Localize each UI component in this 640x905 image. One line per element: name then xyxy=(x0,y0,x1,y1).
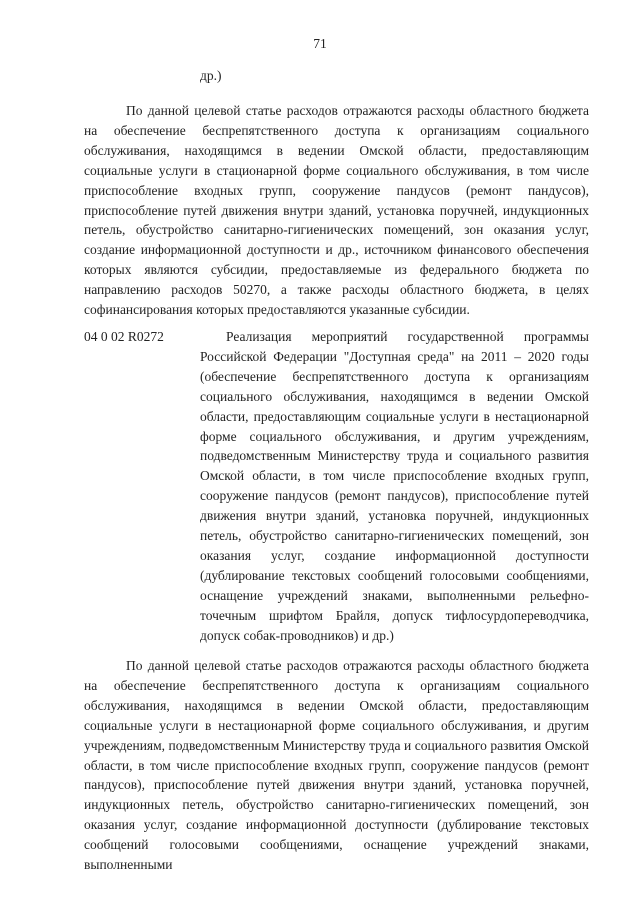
page-number: 71 xyxy=(313,36,327,51)
continuation-text: др.) xyxy=(200,68,222,83)
body-paragraph: По данной целевой статье расходов отражаются расходы областного бюджета на обеспечение беспрепятственного доступа к организациям социального обслуживания, находящимся в ведении Омской области, предоставляющим социальные услуги в стационарной форме социального обслуживания, в том числе приспособление входных групп, сооружение пандусов (ремонт пандусов), приспособление путей движения внутри зданий, установка поручней, индукционных петель, обустройство санитарно-гигиенических помещений, зон оказания услуг, создание информационной доступности и др., источником финансового обеспечения которых являются субсидии, предоставляемые из федерального бюджета по направлению расходов 50270, а также расходы областного бюджета, в целях софинансирования которых предоставляются указанные субсидии. xyxy=(84,103,589,318)
budget-item-description: Реализация мероприятий государственной программы Российской Федерации "Доступная среда" на 2011 – 2020 годы (обеспечение беспрепятственного доступа к организациям социального обслуживания, находящимся в ведении Омской области, предоставляющим социальные услуги в нестационарной форме социального обслуживания, и другим учреждениям, подведомственным Министерству труда и социального развития Омской области, в том числе приспособление входных групп, сооружение пандусов (ремонт пандусов), приспособление путей движения внутри зданий, установка поручней, индукционных петель, обустройство санитарно-гигиенических помещений, зон оказания услуг, создание информационной доступности (дублирование текстовых сообщений голосовыми сообщениями, оснащение учреждений знаками, выполненными рельефно-точечным шрифтом Брайля, допуск тифлосурдопереводчика, допуск собак-проводников) и др.) xyxy=(200,329,589,643)
budget-item-code: 04 0 02 R0272 xyxy=(84,329,164,344)
body-paragraph: По данной целевой статье расходов отражаются расходы областного бюджета на обеспечение беспрепятственного доступа к организациям социального обслуживания, находящимся в ведении Омской области, предоставляющим социальные услуги в нестационарной форме социального обслуживания, и другим учреждениям, подведомственным Министерству труда и социального развития Омской области, в том числе приспособление входных групп, сооружение пандусов (ремонт пандусов), приспособление путей движения внутри зданий, установка поручней, индукционных петель, обустройство санитарно-гигиенических помещений, зон оказания услуг, создание информационной доступности (дублирование текстовых сообщений голосовыми сообщениями, оснащение учреждений знаками, выполненными xyxy=(84,658,589,873)
